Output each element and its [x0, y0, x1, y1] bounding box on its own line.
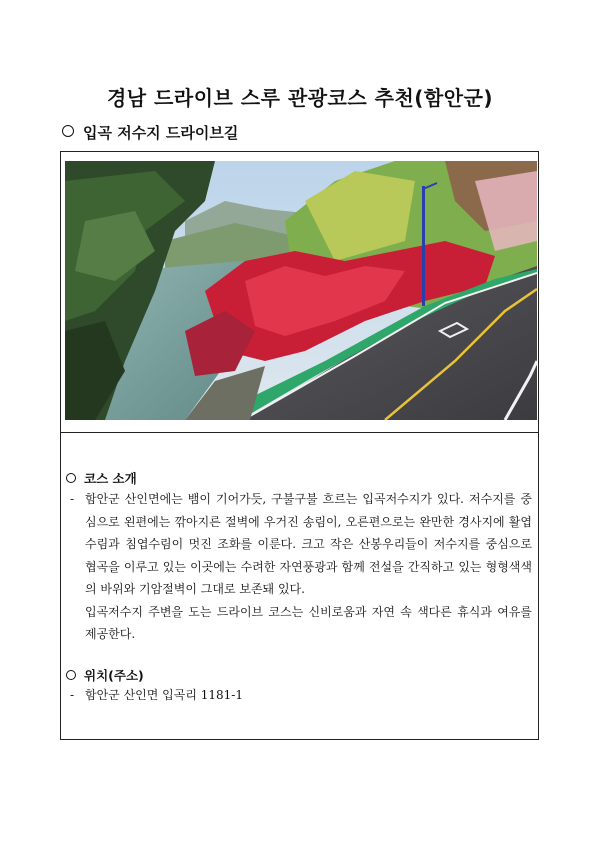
circle-bullet-icon — [66, 473, 76, 483]
subtitle — [62, 122, 238, 143]
circle-bullet-icon — [62, 125, 74, 137]
section-heading-text: 코스 소개 — [84, 471, 137, 486]
frame-divider — [60, 432, 539, 433]
page-title: 경남 드라이브 스루 관광코스 추천(함안군) — [106, 86, 494, 110]
section-heading-text: 위치(주소) — [84, 668, 144, 683]
location-address — [70, 684, 532, 707]
subtitle-text: 입곡 저수지 드라이브길 — [83, 124, 239, 142]
course-paragraph-2: 입곡저수지 주변을 도는 드라이브 코스는 신비로움과 자연 속 색다른 휴식과 여유를 제공한다. — [85, 604, 532, 641]
course-paragraph-1: 함안군 산인면에는 뱀이 기어가듯, 구불구불 흐르는 입곡저수지가 있다. 저수지를 중심으로 왼편에는 깎아지른 절벽에 우거진 송림이, 오른편으로는 완만한 경사지에 활엽수림과 침엽수림이 멋진 조화를 이룬다. 크고 작은 산봉우리들이 저수지를 중심으로 협곡을 이루고 있는 이곳에는 수려한 자연풍광과 함께 전설을 간직하고 있는 형형색색의 바위와 기암절벽이 그대로 보존돼 있다. — [85, 492, 532, 596]
address-text: 함안군 산인면 입곡리 1181-1 — [85, 688, 244, 702]
dash-bullet: - — [70, 688, 75, 702]
dash-bullet: - — [70, 492, 75, 506]
course-description — [70, 488, 532, 646]
circle-bullet-icon — [66, 670, 76, 680]
section-heading-course — [66, 469, 137, 487]
section-heading-location — [66, 666, 144, 684]
reservoir-drive-road-photo — [65, 161, 537, 420]
